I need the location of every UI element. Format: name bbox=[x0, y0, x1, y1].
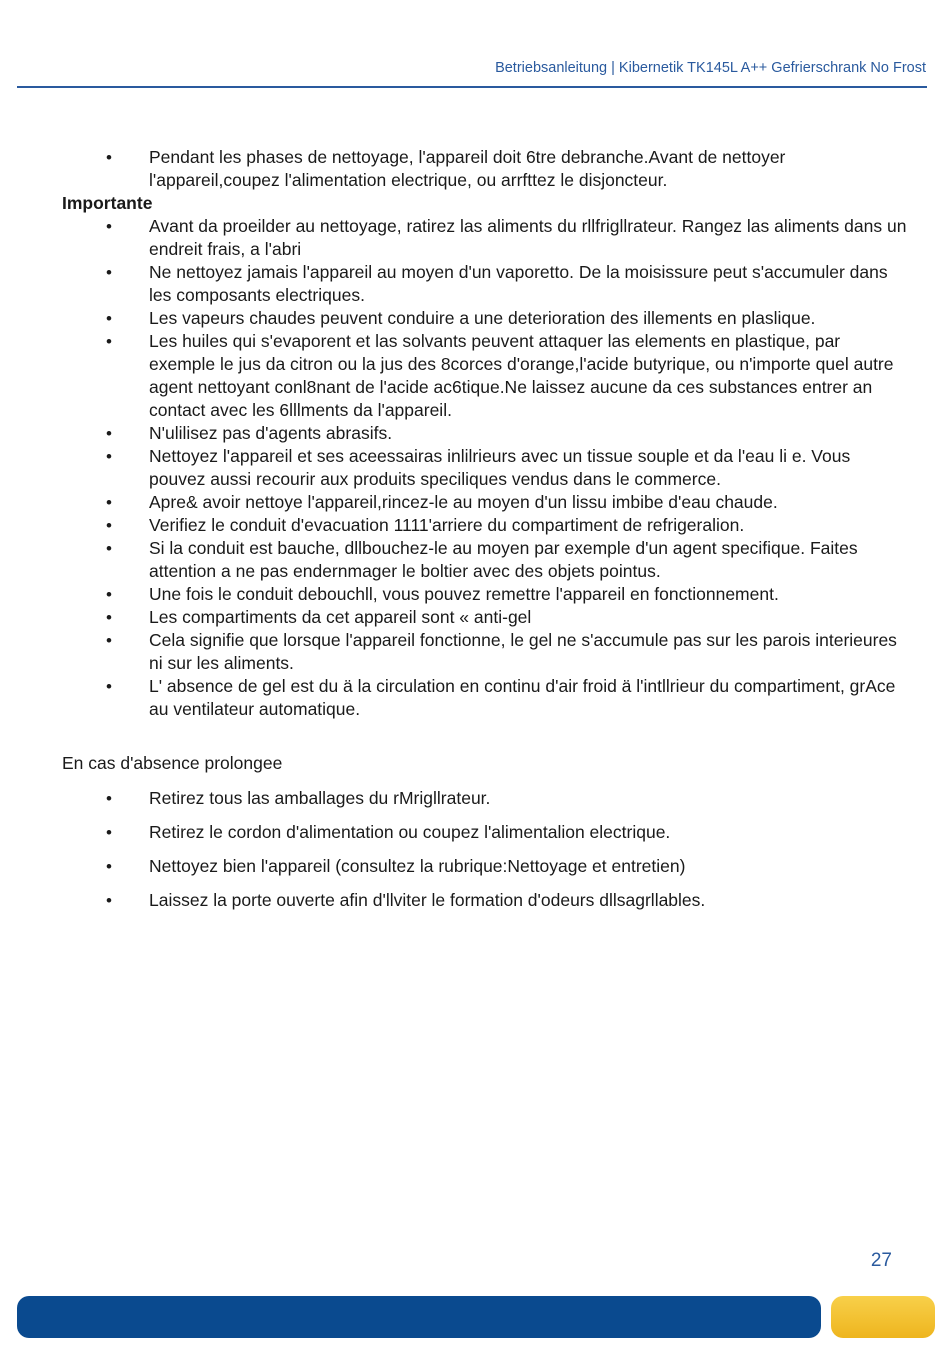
list-item-text: Une fois le conduit debouchll, vous pouvez remettre l'appareil en fonctionnement. bbox=[149, 584, 779, 604]
list-item-text: Cela signifie que lorsque l'appareil fonctionne, le gel ne s'accumule pas sur les parois interieures ni sur les aliments. bbox=[149, 630, 897, 673]
section-heading-absence: En cas d'absence prolongee bbox=[62, 753, 283, 773]
list-item bbox=[62, 422, 907, 445]
list-item-text: Nettoyez bien l'appareil (consultez la rubrique:Nettoyage et entretien) bbox=[149, 856, 686, 876]
bullet-icon: • bbox=[106, 516, 112, 535]
list-item bbox=[62, 445, 907, 491]
bullet-icon: • bbox=[106, 789, 112, 808]
list-item-text: Apre& avoir nettoye l'appareil,rincez-le au moyen d'un lissu imbibe d'eau chaude. bbox=[149, 492, 778, 512]
list-item bbox=[62, 330, 907, 422]
list-item bbox=[62, 787, 907, 810]
list-item bbox=[62, 261, 907, 307]
list-item-text: Ne nettoyez jamais l'appareil au moyen d'un vaporetto. De la moisissure peut s'accumuler dans les composants electriques. bbox=[149, 262, 888, 305]
bullet-icon: • bbox=[106, 585, 112, 604]
page-number: 27 bbox=[870, 1250, 892, 1271]
list-item bbox=[62, 606, 907, 629]
list-item bbox=[62, 675, 907, 721]
list-item bbox=[62, 821, 907, 844]
bullet-icon: • bbox=[106, 217, 112, 236]
list-item-text: Laissez la porte ouverte afin d'llviter le formation d'odeurs dllsagrllables. bbox=[149, 890, 706, 910]
bullet-icon: • bbox=[106, 309, 112, 328]
list-item-text: Avant da proeilder au nettoyage, ratirez las aliments du rllfrigllrateur. Rangez las aliments dans un endreit frais, a l'abri bbox=[149, 216, 907, 259]
list-item-text: Si la conduit est bauche, dllbouchez-le au moyen par exemple d'un agent specifique. Faites attention a ne pas endernmager le boltier avec des objets pointus. bbox=[149, 538, 858, 581]
bullet-icon: • bbox=[106, 608, 112, 627]
bullet-icon: • bbox=[106, 148, 112, 167]
document-header-title: Betriebsanleitung | Kibernetik TK145L A++ Gefrierschrank No Frost bbox=[495, 60, 926, 76]
bullet-icon: • bbox=[106, 677, 112, 696]
list-item-text: L' absence de gel est du ä la circulation en continu d'air froid ä l'intllrieur du compartiment, grAce au ventilateur automatique. bbox=[149, 676, 896, 719]
page-content bbox=[62, 146, 907, 923]
importante-list bbox=[62, 215, 907, 721]
bullet-icon: • bbox=[106, 447, 112, 466]
list-item bbox=[62, 307, 907, 330]
bullet-icon: • bbox=[106, 857, 112, 876]
list-item-text: Nettoyez l'appareil et ses aceessairas inlilrieurs avec un tissue souple et da l'eau li e. Vous pouvez aussi recourir aux produits speciliques vendus dans le commerce. bbox=[149, 446, 851, 489]
bullet-icon: • bbox=[106, 493, 112, 512]
list-item bbox=[62, 583, 907, 606]
footer-blue-bar bbox=[17, 1296, 821, 1338]
list-item bbox=[62, 537, 907, 583]
list-item-text: N'ulilisez pas d'agents abrasifs. bbox=[149, 423, 393, 443]
list-item bbox=[62, 215, 907, 261]
list-item-text: Les compartiments da cet appareil sont « anti-gel bbox=[149, 607, 532, 627]
bullet-icon: • bbox=[106, 424, 112, 443]
absence-list bbox=[62, 787, 907, 912]
list-item-text: Retirez tous las amballages du rMrigllrateur. bbox=[149, 788, 491, 808]
list-item-text: Retirez le cordon d'alimentation ou coupez l'alimentalion electrique. bbox=[149, 822, 671, 842]
footer-yellow-bar bbox=[831, 1296, 935, 1338]
intro-list bbox=[62, 146, 907, 192]
list-item bbox=[62, 146, 907, 192]
list-item-text: Les vapeurs chaudes peuvent conduire a une deterioration des illements en plaslique. bbox=[149, 308, 816, 328]
list-item-text: Les huiles qui s'evaporent et las solvants peuvent attaquer las elements en plastique, par exemple le jus da citron ou la jus des 8corces d'orange,l'acide butyrique, ou n'importe quel autre agent nettoyant conl8nant de l'acide ac6tique.Ne laissez aucune da ces substances entrer an contact avec les 6lllments da l'appareil. bbox=[149, 331, 894, 420]
bullet-icon: • bbox=[106, 823, 112, 842]
bullet-icon: • bbox=[106, 631, 112, 650]
list-item-text: Pendant les phases de nettoyage, l'appareil doit 6tre debranche.Avant de nettoyer l'appareil,coupez l'alimentation electrique, ou arrfttez le disjoncteur. bbox=[149, 147, 786, 190]
bullet-icon: • bbox=[106, 332, 112, 351]
section-heading-importante: Importante bbox=[62, 193, 153, 213]
bullet-icon: • bbox=[106, 263, 112, 282]
list-item bbox=[62, 491, 907, 514]
bullet-icon: • bbox=[106, 539, 112, 558]
list-item-text: Verifiez le conduit d'evacuation 1111'arriere du compartiment de refrigeralion. bbox=[149, 515, 745, 535]
list-item bbox=[62, 629, 907, 675]
list-item bbox=[62, 855, 907, 878]
header-divider bbox=[17, 86, 927, 88]
list-item bbox=[62, 514, 907, 537]
list-item bbox=[62, 889, 907, 912]
bullet-icon: • bbox=[106, 891, 112, 910]
